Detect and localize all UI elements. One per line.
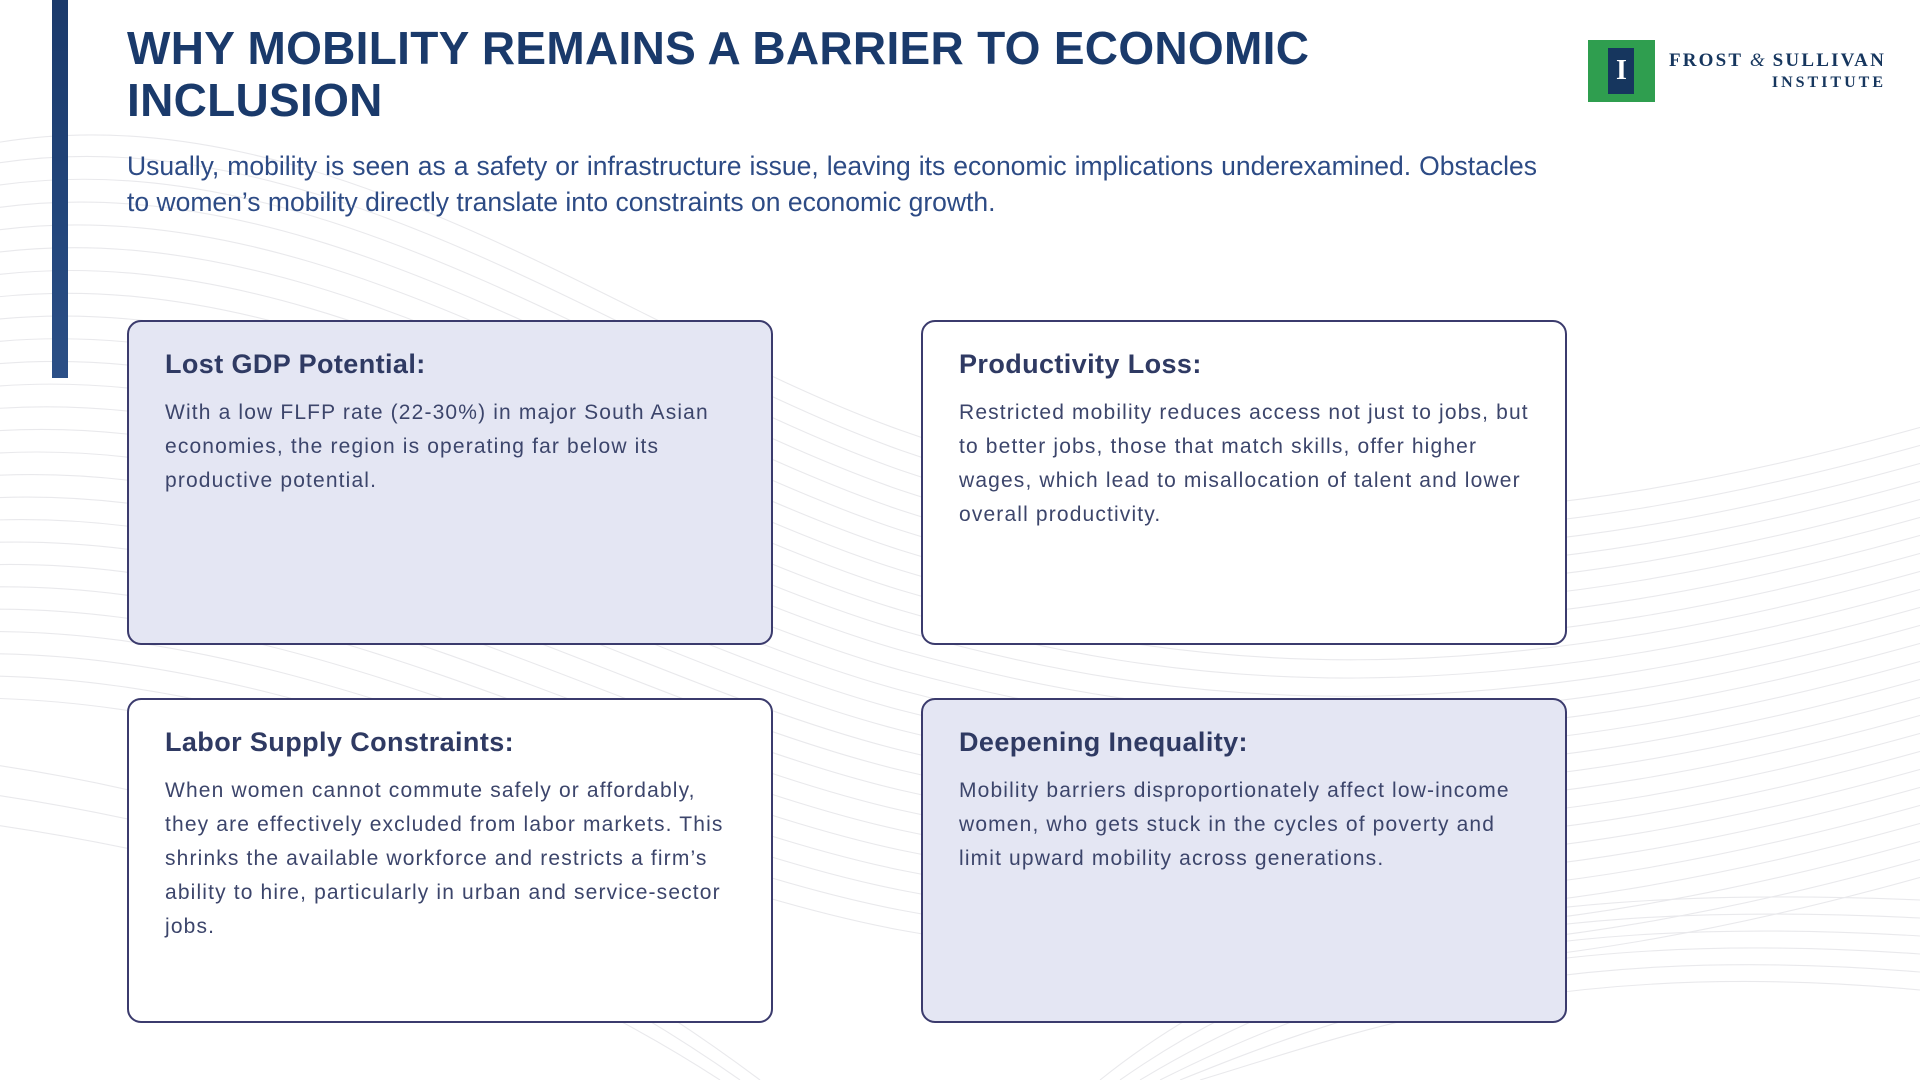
logo-word-frost: FROST: [1668, 50, 1743, 71]
left-accent-bar: [52, 0, 68, 378]
card-body: Restricted mobility reduces access not just to jobs, but to better jobs, those that match skills, offer higher wages, which lead to misallocation of talent and lower overall productivity.: [959, 401, 1529, 527]
logo-wordmark: [1669, 50, 1886, 92]
cards-row-top: [127, 320, 1567, 645]
card-title: Productivity Loss:: [959, 349, 1202, 379]
card-title: Lost GDP Potential:: [165, 349, 426, 379]
card-body: When women cannot commute safely or affordably, they are effectively excluded from labor markets. This shrinks the available workforce and restricts a firm’s ability to hire, particularly in urban and service-sector jobs.: [165, 779, 724, 939]
logo-monogram: I: [1608, 48, 1634, 94]
card-title: Labor Supply Constraints:: [165, 727, 515, 757]
page-subtitle: Usually, mobility is seen as a safety or infrastructure issue, leaving its economic implications underexamined. Obstacles to women’s mobility directly translate into constraints on economic growth.: [127, 150, 1537, 218]
card-labor-supply-constraints: [127, 698, 773, 1023]
card-lost-gdp-potential: [127, 320, 773, 645]
cards-row-bottom: [127, 698, 1567, 1023]
card-body: Mobility barriers disproportionately affect low-income women, who gets stuck in the cycles of poverty and limit upward mobility across generations.: [959, 779, 1510, 871]
card-title: Deepening Inequality:: [959, 727, 1248, 757]
logo-word-sullivan: SULLIVAN: [1772, 50, 1886, 71]
logo-line-2: INSTITUTE: [1771, 74, 1886, 91]
logo-mark-icon: [1588, 40, 1655, 102]
logo-ampersand: &: [1749, 50, 1766, 71]
header: [127, 22, 1547, 220]
frost-sullivan-institute-logo: [1588, 40, 1886, 102]
card-body: With a low FLFP rate (22-30%) in major South Asian economies, the region is operating far below its productive potential.: [165, 401, 709, 493]
card-deepening-inequality: [921, 698, 1567, 1023]
logo-line-1: [1669, 50, 1886, 72]
page-title: WHY MOBILITY REMAINS A BARRIER TO ECONOMIC INCLUSION: [127, 22, 1310, 127]
card-productivity-loss: [921, 320, 1567, 645]
cards-grid: [127, 320, 1567, 1023]
